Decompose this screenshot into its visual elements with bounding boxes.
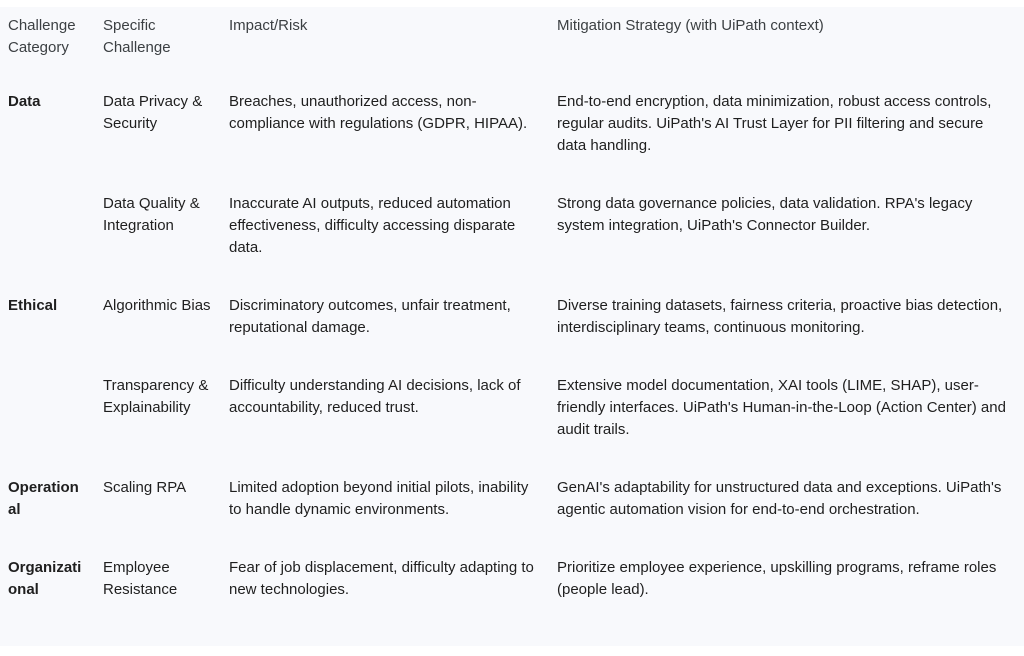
mitigation-cell: Strong data governance policies, data validation. RPA's legacy system integration, UiPath's Connector Builder. — [557, 195, 973, 234]
specific-challenge-cell: Scaling RPA — [103, 479, 187, 496]
specific-challenge-cell: Algorithmic Bias — [103, 297, 211, 314]
category-cell: Data — [8, 93, 41, 110]
mitigation-cell: GenAI's adaptability for unstructured data and exceptions. UiPath's agentic automation vision for end-to-end orchestration. — [557, 479, 1002, 518]
header-challenge-category: Challenge Category — [8, 17, 76, 56]
specific-challenge-cell: Data Privacy & Security — [103, 93, 203, 132]
table-row — [0, 469, 1024, 549]
mitigation-cell: Prioritize employee experience, upskilling programs, reframe roles (people lead). — [557, 559, 997, 598]
category-cell: Ethical — [8, 297, 58, 314]
mitigation-cell: Extensive model documentation, XAI tools (LIME, SHAP), user-friendly interfaces. UiPath's Human-in-the-Loop (Action Center) and audit trails. — [557, 377, 1006, 438]
specific-challenge-cell: Data Quality & Integration — [103, 195, 200, 234]
impact-cell: Inaccurate AI outputs, reduced automation effectiveness, difficulty accessing disparate data. — [229, 195, 516, 256]
specific-challenge-cell: Transparency & Explainability — [103, 377, 209, 416]
table-row — [0, 83, 1024, 185]
header-impact-risk: Impact/Risk — [229, 17, 308, 34]
challenges-table — [0, 7, 1024, 629]
category-cell — [0, 367, 95, 469]
header-row — [0, 7, 1024, 83]
table-row — [0, 185, 1024, 287]
impact-cell: Difficulty understanding AI decisions, lack of accountability, reduced trust. — [229, 377, 521, 416]
category-cell — [0, 185, 95, 287]
impact-cell: Limited adoption beyond initial pilots, inability to handle dynamic environments. — [229, 479, 529, 518]
table-row — [0, 287, 1024, 367]
specific-challenge-cell: Employee Resistance — [103, 559, 178, 598]
header-mitigation-strategy: Mitigation Strategy (with UiPath context) — [557, 17, 824, 34]
header-specific-challenge: Specific Challenge — [103, 17, 171, 56]
category-cell: Organizational — [8, 559, 82, 598]
mitigation-cell: End-to-end encryption, data minimization, robust access controls, regular audits. UiPath's AI Trust Layer for PII filtering and secure data handling. — [557, 93, 992, 154]
impact-cell: Breaches, unauthorized access, non-compliance with regulations (GDPR, HIPAA). — [229, 93, 528, 132]
impact-cell: Fear of job displacement, difficulty adapting to new technologies. — [229, 559, 534, 598]
table-row — [0, 549, 1024, 629]
table-body — [0, 83, 1024, 629]
category-cell: Operational — [8, 479, 79, 518]
table-row — [0, 367, 1024, 469]
impact-cell: Discriminatory outcomes, unfair treatment, reputational damage. — [229, 297, 511, 336]
mitigation-cell: Diverse training datasets, fairness criteria, proactive bias detection, interdisciplinary teams, continuous monitoring. — [557, 297, 1003, 336]
challenges-table-container — [0, 7, 1024, 646]
table-header — [0, 7, 1024, 83]
